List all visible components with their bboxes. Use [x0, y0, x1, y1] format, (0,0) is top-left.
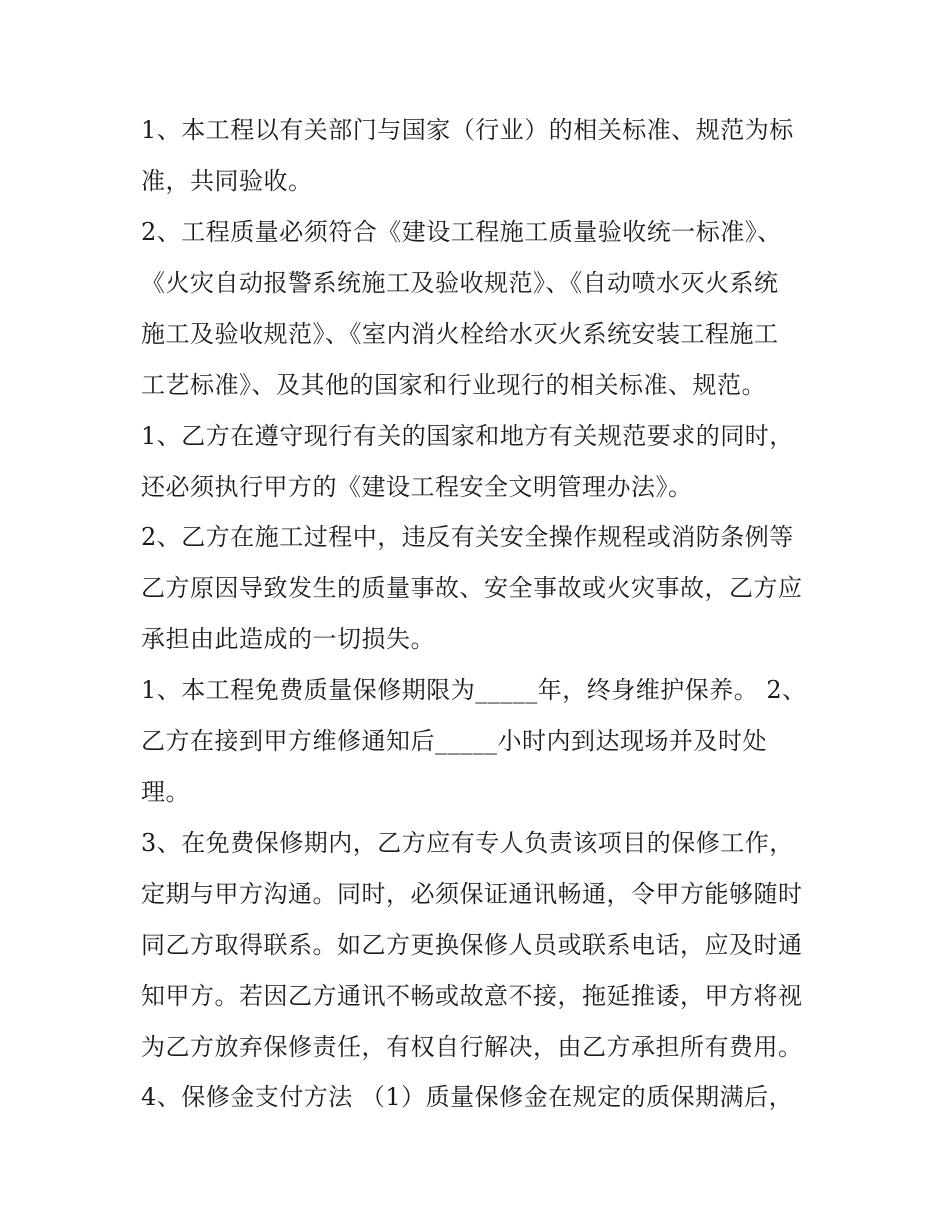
text-line: 理。 — [141, 778, 190, 806]
text-line: 1、本工程以有关部门与国家（行业）的相关标准、规范为标 — [141, 116, 794, 144]
text-line: 2、乙方在施工过程中，违反有关安全操作规程或消防条例等 — [141, 523, 794, 551]
text-line: 1、本工程免费质量保修期限为_____年，终身维护保养。 2、 — [141, 676, 807, 704]
text-line: 准，共同验收。 — [141, 167, 313, 195]
text-line: 《火灾自动报警系统施工及验收规范》、《自动喷水灭火系统 — [141, 269, 779, 297]
text-line: 知甲方。若因乙方通讯不畅或故意不接，拖延推诿，甲方将视 — [141, 982, 803, 1010]
text-line: 定期与甲方沟通。同时，必须保证通讯畅通，令甲方能够随时 — [141, 880, 803, 908]
text-line: 还必须执行甲方的《建设工程安全文明管理办法》。 — [141, 473, 693, 501]
text-line: 1、乙方在遵守现行有关的国家和地方有关规范要求的同时， — [141, 422, 794, 450]
text-line: 工艺标准》、及其他的国家和行业现行的相关标准、规范。 — [141, 371, 766, 399]
text-line: 为乙方放弃保修责任，有权自行解决，由乙方承担所有费用。 — [141, 1033, 803, 1061]
text-line: 3、在免费保修期内，乙方应有专人负责该项目的保修工作， — [141, 829, 794, 857]
text-line: 乙方原因导致发生的质量事故、安全事故或火灾事故，乙方应 — [141, 574, 803, 602]
text-line: 乙方在接到甲方维修通知后_____小时内到达现场并及时处 — [141, 727, 767, 755]
text-line: 施工及验收规范》、《室内消火栓给水灭火系统安装工程施工 — [141, 320, 779, 348]
text-line: 同乙方取得联系。如乙方更换保修人员或联系电话，应及时通 — [141, 931, 803, 959]
text-line: 2、工程质量必须符合《建设工程施工质量验收统一标准》、 — [141, 218, 782, 246]
text-line: 承担由此造成的一切损失。 — [141, 625, 435, 653]
text-line: 4、保修金支付方法 （1）质量保修金在规定的质保期满后， — [141, 1083, 794, 1111]
